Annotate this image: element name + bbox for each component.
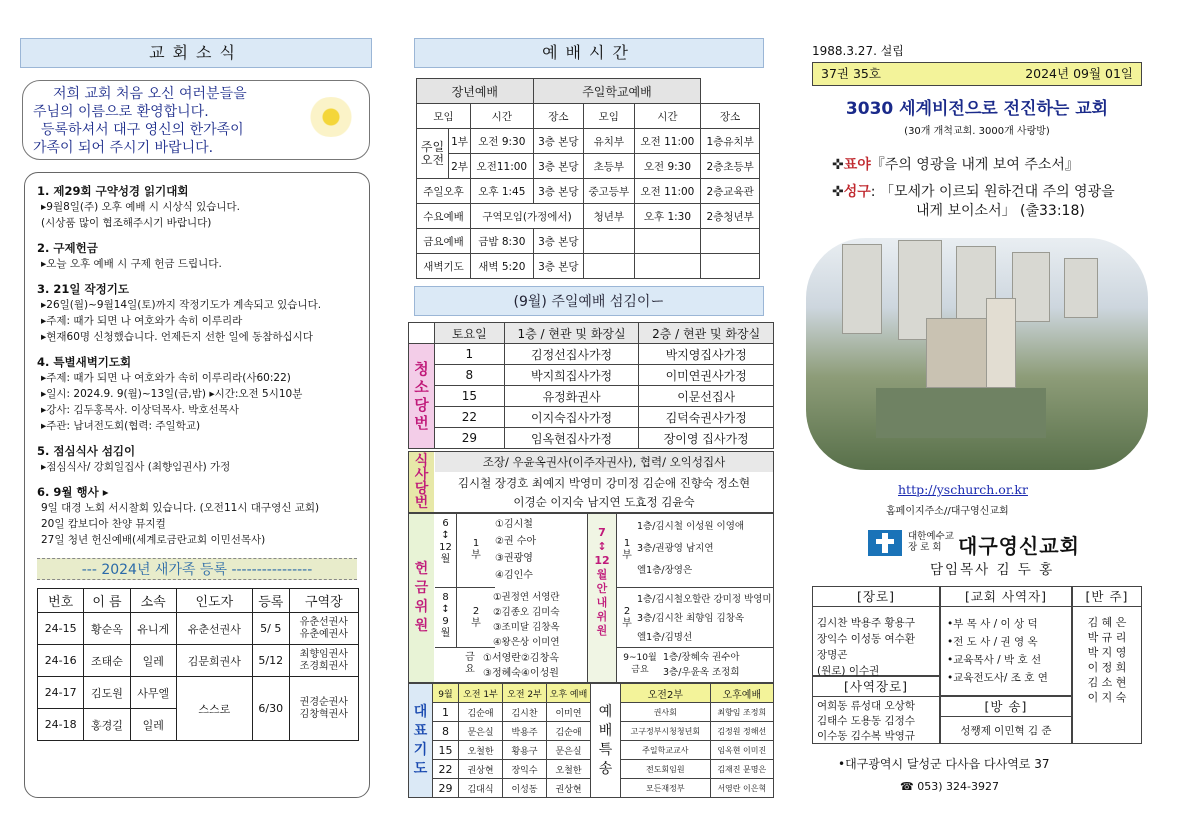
list-item: 김태수 도용동 김정수 [817, 715, 915, 727]
service-time: 오전11:00 [471, 154, 534, 179]
prayer-header: 오전 1부 [459, 684, 503, 703]
family-header: 구역장 [289, 589, 358, 613]
prayer-cell: 김시찬 [503, 703, 547, 722]
family-cell: 6/30 [252, 677, 289, 741]
service-name: 주일오후 [417, 179, 471, 204]
motto-sub: (30개 개척교회. 3000개 사랑방) [904, 126, 1050, 137]
prayer-cell: 문은실 [547, 741, 591, 760]
prayer-cell: 29 [433, 779, 459, 798]
news-line: ▸26일(월)~9월14일(토)까지 작정기도가 계속되고 있습니다. [41, 299, 322, 311]
family-cell: 홍경길 [84, 709, 130, 741]
service-subheader: 시간 [634, 104, 701, 129]
special-cell: 김정원 정해선 [710, 722, 773, 741]
table-row [417, 179, 760, 204]
offering-names: ①권정연 서영란 ②김종오 김미숙 ③조미달 김창옥 ④왕은상 이미연 [493, 592, 560, 648]
news-line: ▸주제: 때가 되면 나 여호와가 속히 이루리라(사60:22) [41, 372, 291, 384]
news-line: 20일 캄보디아 찬양 뮤지컬 [41, 518, 166, 530]
issue-date: 2024년 09월 01일 [1025, 66, 1133, 81]
prayer-cell: 이성동 [503, 779, 547, 798]
family-cell: 김문희권사 [176, 645, 252, 677]
family-cell: 24-17 [38, 677, 84, 709]
cleaning-cell: 박지희집사가정 [504, 365, 639, 386]
special-cell: 주일학교교사 [621, 741, 711, 760]
senior-pastor: 담임목사 김 두 홍 [930, 562, 1055, 578]
school-cell [584, 229, 635, 254]
school-cell: 중고등부 [584, 179, 635, 204]
family-header: 소속 [130, 589, 176, 613]
news-heading: 3. 21일 작정기도 [37, 282, 129, 296]
special-cell: 임옥현 이미진 [710, 741, 773, 760]
table-row [409, 344, 774, 365]
list-item: •교육전도사/ 조 호 연 [947, 672, 1048, 684]
prayer-cell: 오철한 [547, 760, 591, 779]
service-place: 3층 본당 [533, 154, 583, 179]
list-item: •교육목사 / 박 호 선 [947, 654, 1042, 666]
news-line: ▸9월8일(주) 오후 예배 시 시상식 있습니다. [41, 201, 240, 213]
list-item: 여희동 류성대 오상학 [817, 700, 915, 712]
list-item: 장익수 이성동 여수환 [817, 633, 915, 645]
friday-names: ①서영란②김창옥 ③정혜숙④이성원 [483, 653, 559, 679]
family-header: 인도자 [176, 589, 252, 613]
list-item: •부 목 사 / 이 상 덕 [947, 618, 1038, 630]
telephone: ☎ 053) 324-3927 [900, 780, 999, 793]
prayer-cell: 황용구 [503, 741, 547, 760]
family-header: 등록 [252, 589, 289, 613]
prayer-cell: 이미연 [547, 703, 591, 722]
list-item: 이 정 희 [1087, 661, 1127, 674]
list-item: 박 지 영 [1087, 646, 1127, 659]
cleaning-cell: 김정선집사가정 [504, 344, 639, 365]
usher-friday: 9~10월 금요 [623, 653, 657, 675]
new-family-table [37, 588, 359, 741]
table-row [409, 407, 774, 428]
service-name: 수요예배 [417, 204, 471, 229]
address: •대구광역시 달성군 다사읍 다사역로 37 [838, 757, 1050, 771]
usher-friday-lines: 1층/장혜숙 권수아 3층/우윤옥 조정희 [663, 652, 740, 678]
news-line: ▸현재60명 신청했습니다. 언제든지 선한 일에 동참하십시다 [41, 331, 313, 343]
service-subheader: 모임 [417, 104, 471, 129]
special-cell: 김재진 문명은 [710, 760, 773, 779]
service-subheader: 장소 [533, 104, 583, 129]
meal-leader: 조장/ 우윤옥권사(이주자권사), 협력/ 오익성집사 [435, 452, 773, 472]
service-part: 2부 [449, 154, 471, 179]
cleaning-cell: 29 [434, 428, 504, 449]
service-name: 주일오전 [417, 129, 449, 179]
cleaning-cell: 이미연권사가정 [639, 365, 774, 386]
offering-committee [408, 513, 774, 683]
special-header: 오전2부 [621, 684, 711, 703]
school-cell: 2층교육관 [701, 179, 760, 204]
cleaning-cell: 유정화권사 [504, 386, 639, 407]
motto: 3030 세계비전으로 전진하는 교회 [845, 99, 1109, 119]
offering-date: 8 ↕ 9 월 [435, 588, 457, 648]
news-heading: 6. 9월 행사 ▸ [37, 485, 109, 499]
cleaning-cell: 장이영 집사가정 [639, 428, 774, 449]
meal-members: 김시철 장경호 최예지 박영미 강미정 김순애 진향숙 정소현 [457, 476, 751, 490]
table-row [38, 645, 359, 677]
verse-line: 내게 보이소서」 (출33:18) [916, 203, 1085, 219]
news-line: 27일 청년 헌신예배(세계로금란교회 이민선목사) [41, 534, 266, 546]
cleaning-cell: 김덕숙권사가정 [639, 407, 774, 428]
family-cell: 24-16 [38, 645, 84, 677]
school-cell: 오전 11:00 [634, 179, 701, 204]
friday-label: 금 요 [465, 652, 475, 675]
cross-logo-icon [868, 530, 902, 556]
service-place: 3층 본당 [533, 254, 583, 279]
service-name: 금요예배 [417, 229, 471, 254]
news-line: ▸주관: 남녀전도회(협력: 주일학교) [41, 420, 201, 432]
news-heading: 4. 특별새벽기도회 [37, 355, 132, 369]
goal-block: ✜표야『주의 영광을 내게 보여 주소서』 ✜성구: 「모세가 이르되 원하건대 주의 영광을 내게 보이소서」 (출33:18) [832, 157, 1115, 219]
prayer-cell: 김순애 [459, 703, 503, 722]
service-time: 오후 1:45 [471, 179, 534, 204]
table-row [38, 677, 359, 709]
prayer-cell: 8 [433, 722, 459, 741]
service-place: 3층 본당 [533, 229, 583, 254]
news-line: ▸일시: 2024.9. 9(월)~13일(금,밤) ▸시간:오전 5시10분 [41, 388, 303, 400]
school-cell [701, 254, 760, 279]
goal-text: 『주의 영광을 내게 보여 주소서』 [870, 157, 1079, 173]
usher-part: 1 부 [617, 514, 637, 588]
cleaning-cell: 임옥현집사가정 [504, 428, 639, 449]
retired-elders-box: [사역장로] 여희동 류성대 오상학 김태수 도용동 김정수 이수동 김수복 박영규 [812, 676, 940, 744]
table-row [417, 229, 760, 254]
list-item: (원로) 이수권 [817, 665, 880, 677]
usher-lines: 1층/김시철오할란 강미정 박영미 3층/김시찬 최향임 김창옥 엘1층/김명선 [637, 590, 773, 648]
offering-part: 1 부 [457, 514, 495, 588]
meal-label: 식 사 당 번 [409, 452, 434, 512]
usher-label: 7 ↕ 12 월 안 내 위 원 [587, 514, 617, 682]
service-table [416, 78, 760, 279]
special-cell: 모든재정부 [621, 779, 711, 798]
cleaning-cell: 22 [434, 407, 504, 428]
cleaning-cell: 1 [434, 344, 504, 365]
family-cell: 5/ 5 [252, 613, 289, 645]
family-cell: 유춘선권사 유춘예권사 [289, 613, 358, 645]
prayer-cell: 권상현 [547, 779, 591, 798]
cleaning-cell: 박지영집사가정 [639, 344, 774, 365]
prayer-header: 오후 예배 [547, 684, 591, 703]
meal-duty [408, 451, 774, 513]
school-cell: 오후 1:30 [634, 204, 701, 229]
church-name: 대구영신교회 [958, 534, 1080, 558]
volume: 37권 35호 [821, 66, 881, 81]
family-cell: 황순옥 [84, 613, 130, 645]
service-place: 3층 본당 [533, 129, 583, 154]
welcome-box [22, 80, 370, 160]
volume-bar [812, 62, 1142, 86]
prayer-cell: 22 [433, 760, 459, 779]
news-line: ▸오늘 오후 예배 시 구제 헌금 드립니다. [41, 258, 222, 270]
prayer-cell: 김대식 [459, 779, 503, 798]
established: 1988.3.27. 설립 [812, 44, 904, 58]
school-cell [634, 229, 701, 254]
family-cell: 5/12 [252, 645, 289, 677]
prayer-cell: 1 [433, 703, 459, 722]
table-row [417, 129, 760, 154]
list-item: 이수동 김수복 박영규 [817, 730, 915, 742]
family-cell: 권경순권사 김창혁권사 [289, 677, 358, 741]
special-cell: 고구정부시청청년회 [621, 722, 711, 741]
news-title: 교회소식 [20, 38, 372, 68]
school-cell: 2층초등부 [701, 154, 760, 179]
family-cell: 스스로 [176, 677, 252, 741]
service-time: 금밤 8:30 [471, 229, 534, 254]
service-name: 새벽기도 [417, 254, 471, 279]
special-cell: 최향임 조정희 [710, 703, 773, 722]
service-time: 구역모임(가정에서) [471, 204, 584, 229]
family-cell: 조태순 [84, 645, 130, 677]
news-line: ▸주제: 때가 되면 나 여호와가 속히 이루리라 [41, 315, 243, 327]
table-row [409, 386, 774, 407]
prayer-cell: 장익수 [503, 760, 547, 779]
family-cell: 24-15 [38, 613, 84, 645]
list-item: 장명곤 [817, 649, 848, 661]
prayer-cell: 오철한 [459, 741, 503, 760]
special-cell: 서영란 이은혁 [710, 779, 773, 798]
family-header: 번호 [38, 589, 84, 613]
offering-names: ①김시철 ②권 수아 ③권광영 ④김인수 [495, 519, 537, 581]
table-row [417, 154, 760, 179]
school-cell: 오전 9:30 [634, 154, 701, 179]
table-row [38, 613, 359, 645]
denomination: 대한예수교 장 로 회 [908, 531, 954, 553]
cleaning-cell: 이지숙집사가정 [504, 407, 639, 428]
prayer-cell: 문은실 [459, 722, 503, 741]
accompanist-box: [반 주] 김 혜 은 박 규 리 박 지 영 이 정 희 김 소 현 이 지 숙 [1072, 586, 1142, 744]
service-subheader: 시간 [471, 104, 534, 129]
school-cell: 2층청년부 [701, 204, 760, 229]
school-cell: 1층유치부 [701, 129, 760, 154]
news-line: ▸점심식사/ 강회일집사 (최향임권사) 가정 [41, 461, 231, 473]
service-title: 예배시간 [414, 38, 764, 68]
welcome-line: 등록하셔서 대구 영신의 한가족이 [41, 122, 244, 138]
school-cell: 초등부 [584, 154, 635, 179]
school-cell: 오전 11:00 [634, 129, 701, 154]
cleaning-table: 토요일 1층 / 현관 및 화장실 2층 / 현관 및 화장실 청 소 당 번 1 김정선집사가정 박지영집사가정 8 박지희집사가정 이미연권사가정 15 유정화권사 이문선집사 22 이지숙집사가정 김덕숙권사가정 29 임옥현집사가정 장이영 집사가정 [408, 322, 774, 449]
news-line: (시상품 많이 협조해주시기 바랍니다) [41, 217, 212, 229]
school-header: 주일학교예배 [533, 79, 701, 104]
table-row [409, 365, 774, 386]
new-family-title: --- 2024년 새가족 등록 ---------------- [37, 558, 357, 580]
news-heading: 1. 제29회 구약성경 읽기대회 [37, 184, 189, 198]
news-line: 9일 대경 노회 서시찰회 있습니다. (오전11시 대구영신 교회) [41, 502, 320, 514]
school-cell [584, 254, 635, 279]
list-item: 이 지 숙 [1087, 691, 1127, 704]
list-item: 박 규 리 [1087, 631, 1127, 644]
staff-box: [교회 사역자] •부 목 사 / 이 상 덕 •전 도 사 / 권 영 옥 •교육목사 / 박 호 선 •교육전도사/ 조 호 연 [940, 586, 1072, 696]
elders-box: [장로] 김시찬 박용주 황용구 장익수 이성동 여수환 장명곤 (원로) 이수권 [812, 586, 940, 676]
table-row [417, 254, 760, 279]
service-part: 1부 [449, 129, 471, 154]
list-item: •전 도 사 / 권 영 옥 [947, 636, 1038, 648]
website-caption: 홈페이지주소//대구영신교회 [886, 506, 1009, 517]
broadcast-box: [방 송] 성쨍제 이민혁 김 준 [940, 696, 1072, 744]
service-time: 오전 9:30 [471, 129, 534, 154]
offering-date: 6 ↕ 12 월 [435, 514, 457, 588]
church-photo [806, 238, 1148, 470]
special-header: 오후예배 [710, 684, 773, 703]
service-subheader: 모임 [584, 104, 635, 129]
family-cell: 사무엘 [130, 677, 176, 709]
family-cell: 일레 [130, 709, 176, 741]
offering-part: 2 부 [457, 588, 495, 648]
school-cell: 유치부 [584, 129, 635, 154]
school-cell [634, 254, 701, 279]
family-cell: 최향임권사 조경희권사 [289, 645, 358, 677]
prayer-header: 오전 2부 [503, 684, 547, 703]
prayer-header: 9월 [433, 684, 459, 703]
family-cell: 유니게 [130, 613, 176, 645]
family-cell: 유춘선권사 [176, 613, 252, 645]
family-header: 이 름 [84, 589, 130, 613]
adult-header: 장년예배 [417, 79, 534, 104]
news-heading: 5. 점심식사 섬김이 [37, 444, 136, 458]
table-row [417, 204, 760, 229]
table-row [409, 428, 774, 449]
news-heading: 2. 구제헌금 [37, 241, 98, 255]
service-subheader: 장소 [701, 104, 760, 129]
cleaning-cell: 이문선집사 [639, 386, 774, 407]
welcome-line: 저희 교회 처음 오신 여러분들을 [53, 86, 247, 102]
special-label: 예 배 특 송 [591, 684, 621, 798]
welcome-line: 가족이 되어 주시기 바랍니다. [33, 140, 214, 156]
cleaning-cell: 8 [434, 365, 504, 386]
verse-line: : 「모세가 이르되 원하건대 주의 영광을 [870, 184, 1115, 200]
special-cell: 권사회 [621, 703, 711, 722]
flower-image [307, 97, 355, 137]
family-cell: 24-18 [38, 709, 84, 741]
prayer-cell: 김순애 [547, 722, 591, 741]
special-cell: 전도회임원 [621, 760, 711, 779]
usher-part: 2 부 [617, 588, 637, 648]
list-item: 김 혜 은 [1087, 616, 1127, 629]
prayer-cell: 권상현 [459, 760, 503, 779]
news-line: ▸강사: 김두홍목사. 이상덕목사. 박호선목사 [41, 404, 239, 416]
table-row [409, 684, 774, 703]
prayer-cell: 박용주 [503, 722, 547, 741]
school-cell: 청년부 [584, 204, 635, 229]
school-cell [701, 229, 760, 254]
list-item: 김시찬 박용주 황용구 [817, 617, 915, 629]
meal-members: 이경순 이지숙 남지연 도효정 김윤숙 [513, 495, 695, 509]
usher-lines: 1층/김시철 이성원 이영애 3층/권광영 남지연 엘1층/장영은 [637, 516, 773, 588]
service-place: 3층 본당 [533, 179, 583, 204]
prayer-label: 대 표 기 도 [409, 684, 433, 798]
prayer-cell: 15 [433, 741, 459, 760]
welcome-line: 주님의 이름으로 환영합니다. [33, 104, 209, 120]
offering-label: 헌 금 위 원 [409, 514, 434, 682]
family-cell: 일레 [130, 645, 176, 677]
serve-title: (9월) 주일예배 섬김이ー [414, 286, 764, 316]
prayer-table [408, 683, 774, 798]
list-item: 김 소 현 [1087, 676, 1127, 689]
news-box [24, 172, 370, 798]
service-time: 새벽 5:20 [471, 254, 534, 279]
cleaning-label: 청 소 당 번 [409, 344, 435, 449]
family-cell: 김도원 [84, 677, 130, 709]
website-link[interactable]: http://yschurch.or.kr [898, 482, 1028, 497]
cleaning-cell: 15 [434, 386, 504, 407]
